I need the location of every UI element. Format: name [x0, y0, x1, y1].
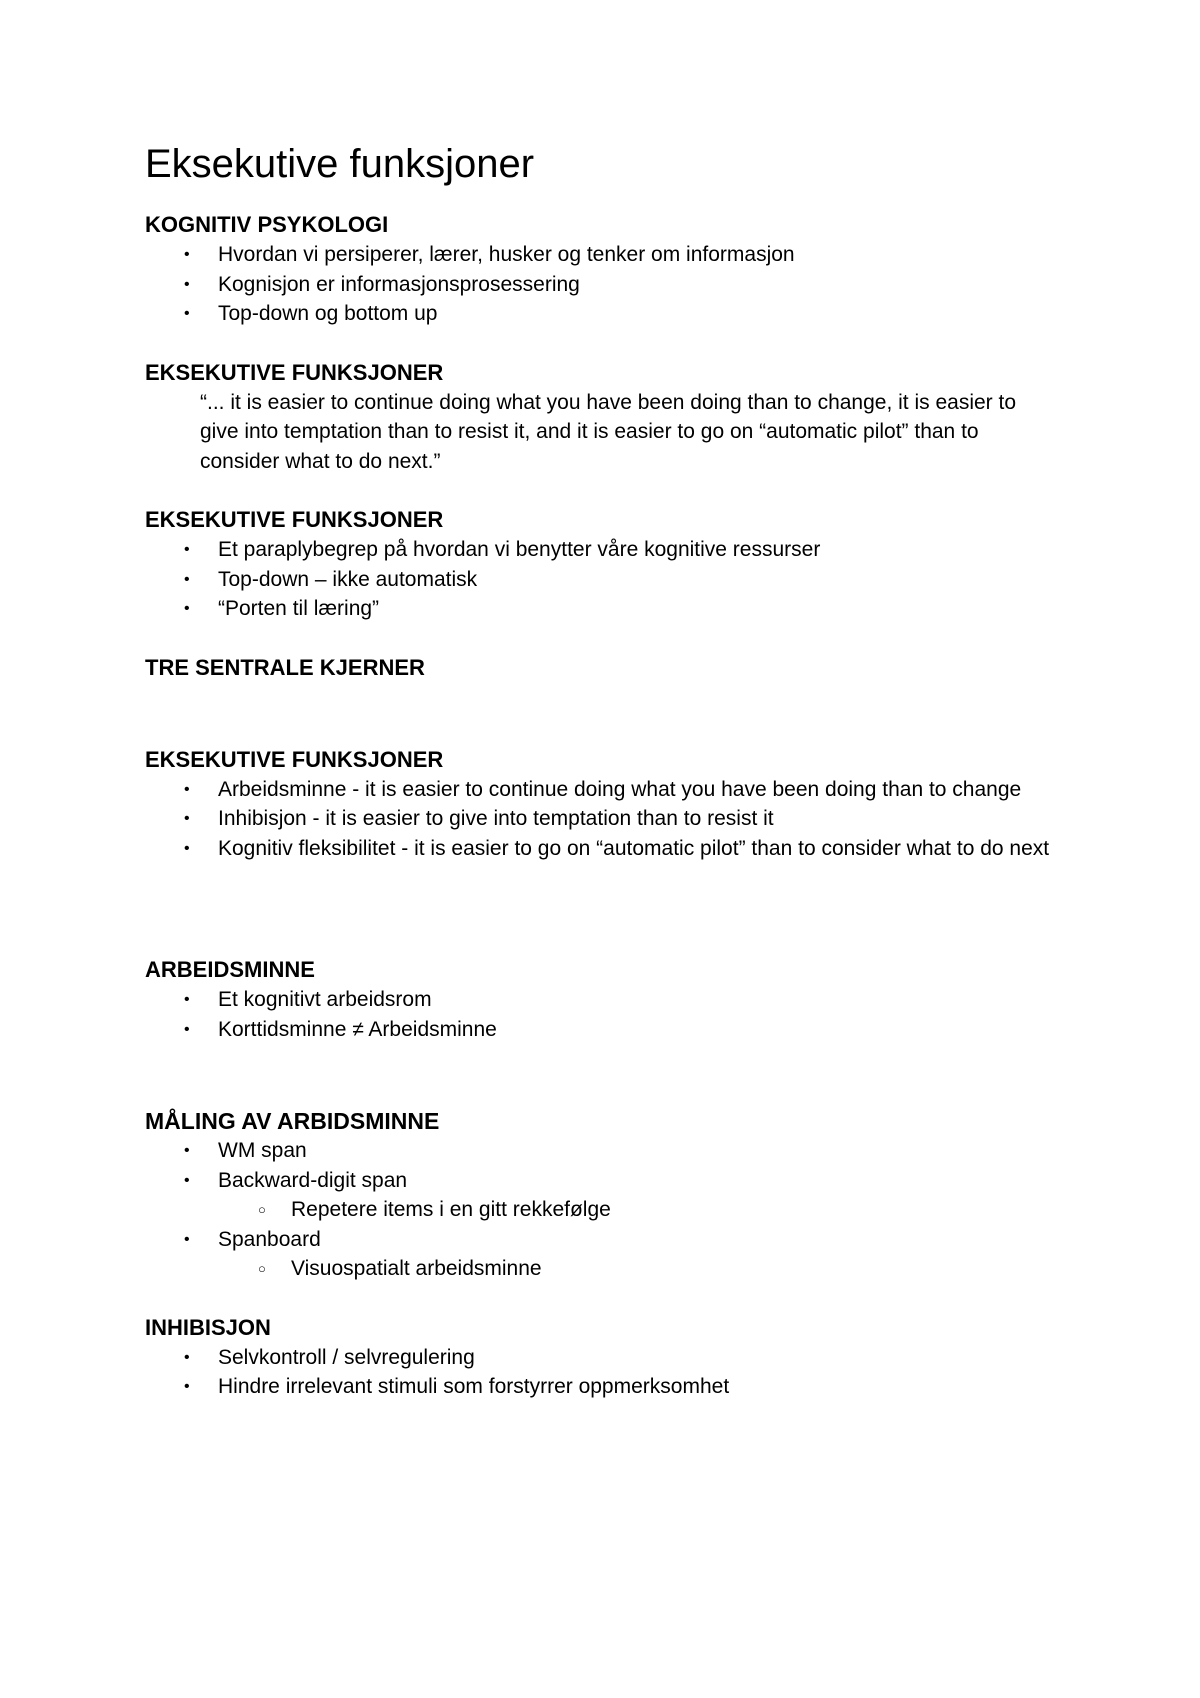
list-item	[145, 1166, 1065, 1225]
bullet-icon: •	[184, 991, 190, 1008]
list-item	[145, 1343, 1065, 1373]
bullet-icon: •	[184, 305, 190, 322]
section-heading: KOGNITIV PSYKOLOGI	[145, 212, 389, 237]
section-eksekutive-funksjoner-quote	[145, 358, 1065, 477]
bullet-icon: •	[184, 810, 190, 827]
list-item-text: “Porten til læring”	[218, 597, 380, 620]
list-item-text: Et kognitivt arbeidsrom	[218, 988, 432, 1011]
bullet-list	[145, 535, 1065, 624]
list-item-text: Arbeidsminne - it is easier to continue doing what you have been doing than to change	[218, 777, 1022, 801]
section-heading: TRE SENTRALE KJERNER	[145, 654, 425, 680]
list-item-text: Kognisjon er informasjonsprosessering	[218, 272, 580, 296]
list-item	[145, 834, 1065, 864]
list-item-text: WM span	[218, 1139, 307, 1162]
list-item	[145, 535, 1065, 565]
list-item	[145, 985, 1065, 1015]
bullet-list	[145, 240, 1065, 329]
bullet-icon: •	[184, 600, 190, 617]
bullet-list	[145, 1136, 1065, 1284]
circle-bullet-icon: ○	[258, 1261, 266, 1276]
section-heading: ARBEIDSMINNE	[145, 957, 315, 982]
sub-list-item	[218, 1195, 1065, 1225]
list-item	[145, 1136, 1065, 1166]
bullet-icon: •	[184, 1230, 190, 1248]
list-item	[145, 270, 1065, 300]
section-eksekutive-funksjoner-definition	[145, 505, 1065, 624]
section-inhibisjon	[145, 1313, 1065, 1402]
bullet-icon: •	[184, 275, 190, 293]
bullet-icon: •	[184, 1142, 190, 1159]
bullet-icon: •	[184, 780, 190, 798]
section-arbeidsminne	[145, 955, 1065, 1044]
bullet-list	[145, 985, 1065, 1044]
sub-bullet-list	[218, 1195, 1065, 1225]
list-item-text: Spanboard	[218, 1227, 321, 1251]
list-item-text: Selvkontroll / selvregulering	[218, 1345, 475, 1369]
list-item	[145, 1015, 1065, 1045]
bullet-icon: •	[184, 541, 190, 558]
sub-bullet-list	[218, 1254, 1065, 1284]
sub-list-item-text: Visuospatialt arbeidsminne	[291, 1257, 542, 1280]
section-heading: EKSEKUTIVE FUNKSJONER	[145, 359, 444, 385]
section-tre-sentrale-kjerner	[145, 653, 1065, 683]
list-item-text: Top-down og bottom up	[218, 302, 438, 325]
circle-bullet-icon: ○	[258, 1202, 266, 1217]
section-heading: EKSEKUTIVE FUNKSJONER	[145, 507, 444, 532]
list-item-text: Inhibisjon - it is easier to give into temptation than to resist it	[218, 807, 774, 830]
bullet-icon: •	[184, 839, 190, 857]
list-item-text: Hvordan vi persiperer, lærer, husker og tenker om informasjon	[218, 243, 795, 266]
bullet-icon: •	[184, 1020, 190, 1038]
bullet-icon: •	[184, 1378, 190, 1395]
section-heading: EKSEKUTIVE FUNKSJONER	[145, 746, 444, 772]
list-item	[145, 1372, 1065, 1402]
list-item	[145, 240, 1065, 270]
list-item	[145, 299, 1065, 329]
list-item-text: Et paraplybegrep på hvordan vi benytter våre kognitive ressurser	[218, 538, 821, 561]
list-item	[145, 1225, 1065, 1284]
section-eksekutive-funksjoner-cores	[145, 745, 1065, 864]
list-item	[145, 594, 1065, 624]
list-item-text: Hindre irrelevant stimuli som forstyrrer oppmerksomhet	[218, 1375, 730, 1398]
list-item-text: Korttidsminne ≠ Arbeidsminne	[218, 1017, 497, 1041]
list-item-text: Kognitiv fleksibilitet - it is easier to go on “automatic pilot” than to consider what to do next	[218, 836, 1050, 860]
sub-list-item-text: Repetere items i en gitt rekkefølge	[291, 1198, 611, 1221]
section-maling-av-arbidsminne	[145, 1106, 1065, 1284]
bullet-list	[145, 1343, 1065, 1402]
list-item	[145, 565, 1065, 595]
bullet-list	[145, 775, 1065, 864]
document-content	[145, 140, 1065, 1402]
section-kognitiv-psykologi	[145, 210, 1065, 329]
section-heading: INHIBISJON	[145, 1314, 271, 1340]
sub-list-item	[218, 1254, 1065, 1284]
section-heading: MÅLING AV ARBIDSMINNE	[145, 1108, 440, 1134]
list-item	[145, 804, 1065, 834]
bullet-icon: •	[184, 1348, 190, 1366]
list-item	[145, 775, 1065, 805]
document-title: Eksekutive funksjoner	[145, 142, 535, 186]
quote-text: “... it is easier to continue doing what you have been doing than to change, it is easier to give into temptation than to resist it, and it is easier to go on “automatic pilot” than to consider what to do next.”	[200, 390, 1017, 473]
bullet-icon: •	[184, 246, 190, 263]
list-item-text: Top-down – ikke automatisk	[218, 567, 478, 591]
list-item-text: Backward-digit span	[218, 1168, 408, 1192]
bullet-icon: •	[184, 570, 190, 588]
bullet-icon: •	[184, 1171, 190, 1189]
